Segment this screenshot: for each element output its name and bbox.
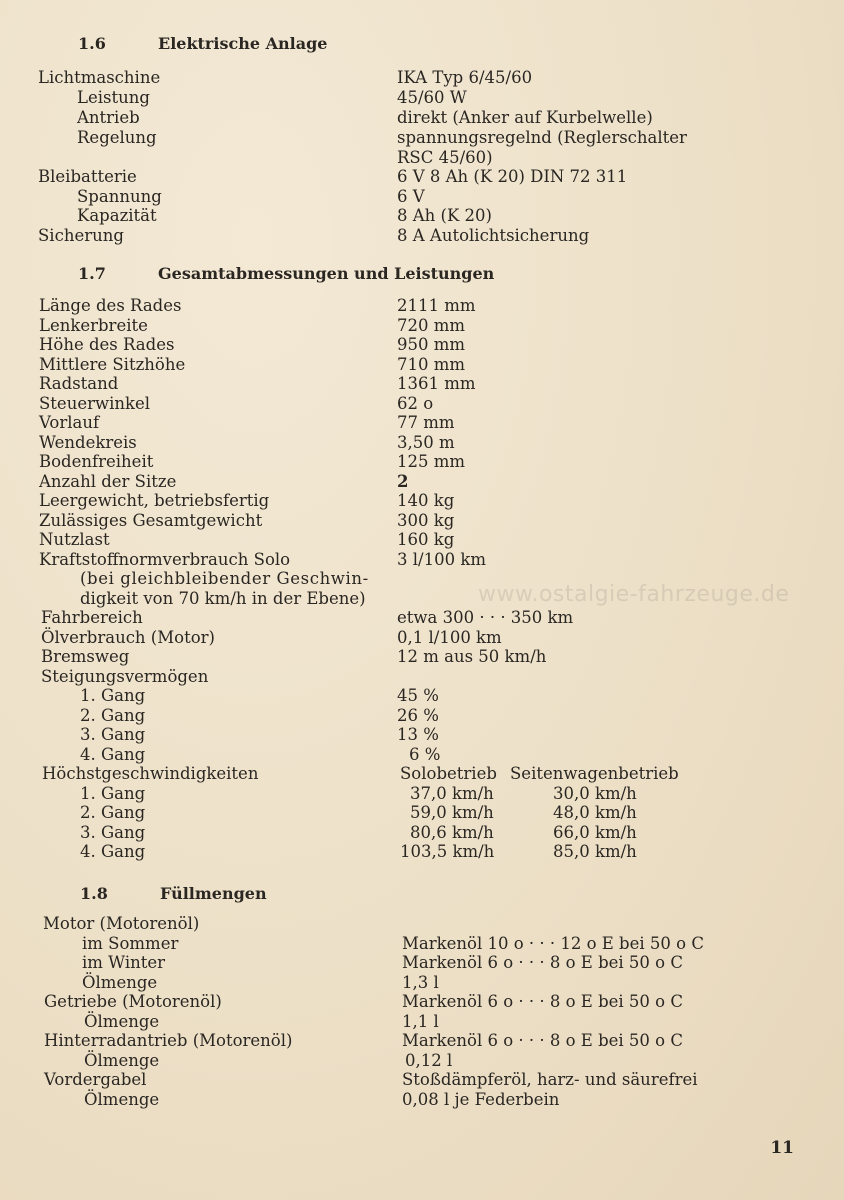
spec-row [0, 1070, 844, 1090]
solo-speed: 103,5 km/h [400, 842, 495, 861]
spec-value: 950 mm [397, 335, 466, 354]
spec-row [0, 226, 844, 246]
section-number: 1.7 [78, 264, 106, 283]
speed-row [0, 784, 844, 804]
spec-row [0, 335, 844, 355]
spec-row [0, 992, 844, 1012]
spec-label: Vordergabel [44, 1070, 147, 1089]
spec-value: 160 kg [397, 530, 455, 549]
spec-label: Höhe des Rades [39, 335, 175, 354]
spec-row [0, 68, 844, 88]
spec-label: Zulässiges Gesamtgewicht [39, 511, 263, 530]
spec-label: Ölverbrauch (Motor) [41, 628, 215, 647]
spec-value: etwa 300 · · · 350 km [397, 608, 574, 627]
spec-row [0, 1051, 844, 1071]
spec-row [0, 706, 844, 726]
spec-label: Regelung [77, 128, 157, 147]
spec-label: Mittlere Sitzhöhe [39, 355, 186, 374]
spec-row [0, 452, 844, 472]
spec-label: Bodenfreiheit [39, 452, 154, 471]
spec-value: 26 % [397, 706, 439, 725]
spec-value: 0,08 l je Federbein [402, 1090, 560, 1109]
spec-label: Lichtmaschine [38, 68, 161, 87]
spec-row [0, 667, 844, 687]
spec-row [0, 1090, 844, 1110]
column-header-solo: Solobetrieb [400, 764, 497, 783]
spec-row [0, 394, 844, 414]
spec-value: 0,12 l [405, 1051, 453, 1070]
spec-row [0, 316, 844, 336]
spec-value: 300 kg [397, 511, 455, 530]
spec-label: Bremsweg [41, 647, 130, 666]
spec-label: Steigungsvermögen [41, 667, 209, 686]
speed-row [0, 823, 844, 843]
spec-label: Sicherung [38, 226, 124, 245]
spec-label: Radstand [39, 374, 119, 393]
sidecar-speed: 48,0 km/h [553, 803, 637, 822]
spec-label: 2. Gang [80, 803, 146, 822]
spec-label: (bei gleichbleibender Geschwin- [80, 569, 369, 588]
section-title: Gesamtabmessungen und Leistungen [158, 264, 495, 283]
spec-value: 125 mm [397, 452, 466, 471]
spec-row [0, 725, 844, 745]
spec-value: direkt (Anker auf Kurbelwelle) [397, 108, 653, 127]
spec-value: Stoßdämpferöl, harz- und säurefrei [402, 1070, 698, 1089]
page-number: 11 [770, 1138, 794, 1158]
spec-value: 45/60 W [397, 88, 467, 107]
spec-value: 1,1 l [402, 1012, 439, 1031]
spec-label: Spannung [77, 187, 162, 206]
spec-value: 13 % [397, 725, 439, 744]
sidecar-speed: 66,0 km/h [553, 823, 637, 842]
spec-value: 2111 mm [397, 296, 476, 315]
spec-label: 4. Gang [80, 745, 146, 764]
watermark: www.ostalgie-fahrzeuge.de [478, 582, 790, 607]
spec-row [0, 148, 844, 168]
spec-row [0, 128, 844, 148]
sidecar-speed: 85,0 km/h [553, 842, 637, 861]
spec-value: 8 Ah (K 20) [397, 206, 492, 225]
spec-label: 3. Gang [80, 725, 146, 744]
spec-row [0, 1012, 844, 1032]
spec-label: 1. Gang [80, 784, 146, 803]
spec-row [0, 296, 844, 316]
spec-label: Leistung [77, 88, 150, 107]
spec-label: Fahrbereich [41, 608, 143, 627]
section-title: Füllmengen [160, 884, 267, 903]
spec-row [0, 973, 844, 993]
spec-row [0, 167, 844, 187]
section-number: 1.8 [80, 884, 108, 903]
spec-label: Bleibatterie [38, 167, 137, 186]
spec-value: 1361 mm [397, 374, 476, 393]
spec-row [0, 628, 844, 648]
spec-value: 77 mm [397, 413, 455, 432]
spec-value: 3,50 m [397, 433, 455, 452]
spec-value: Markenöl 6 o · · · 8 o E bei 50 o C [402, 953, 683, 972]
spec-value: 8 A Autolichtsicherung [397, 226, 590, 245]
spec-label: Ölmenge [84, 1012, 160, 1031]
section-title: Elektrische Anlage [158, 34, 328, 53]
spec-value: 45 % [397, 686, 439, 705]
spec-row [0, 953, 844, 973]
spec-label: 1. Gang [80, 686, 146, 705]
speed-row [0, 842, 844, 862]
spec-label: Vorlauf [39, 413, 100, 432]
spec-value: Markenöl 10 o · · · 12 o E bei 50 o C [402, 934, 704, 953]
spec-row [0, 1031, 844, 1051]
spec-row [0, 608, 844, 628]
spec-row [0, 355, 844, 375]
spec-label: Steuerwinkel [39, 394, 151, 413]
spec-label: Motor (Motorenöl) [43, 914, 200, 933]
speed-row [0, 803, 844, 823]
spec-value: 6 V 8 Ah (K 20) DIN 72 311 [397, 167, 628, 186]
section-number: 1.6 [78, 34, 106, 53]
spec-label: Kapazität [77, 206, 157, 225]
spec-label: im Sommer [82, 934, 179, 953]
spec-value: IKA Typ 6/45/60 [397, 68, 533, 87]
spec-label: Leergewicht, betriebsfertig [39, 491, 270, 510]
spec-value: 6 % [409, 745, 441, 764]
spec-row [0, 413, 844, 433]
spec-label: Kraftstoffnormverbrauch Solo [39, 550, 291, 569]
spec-value: Markenöl 6 o · · · 8 o E bei 50 o C [402, 992, 683, 1011]
spec-row [0, 511, 844, 531]
spec-value: spannungsregelnd (Reglerschalter [397, 128, 687, 147]
spec-label: 2. Gang [80, 706, 146, 725]
spec-value: 2 [397, 472, 409, 491]
spec-row [0, 686, 844, 706]
spec-row [0, 745, 844, 765]
spec-row [0, 433, 844, 453]
spec-label: Lenkerbreite [39, 316, 148, 335]
spec-label: digkeit von 70 km/h in der Ebene) [80, 589, 366, 608]
spec-label: Antrieb [77, 108, 140, 127]
solo-speed: 59,0 km/h [410, 803, 494, 822]
spec-value: 0,1 l/100 km [397, 628, 502, 647]
spec-label: 4. Gang [80, 842, 146, 861]
spec-row [0, 530, 844, 550]
spec-row [0, 88, 844, 108]
spec-row [0, 108, 844, 128]
spec-label: Getriebe (Motorenöl) [44, 992, 222, 1011]
spec-row [0, 187, 844, 207]
spec-label: Länge des Rades [39, 296, 182, 315]
spec-row [0, 914, 844, 934]
spec-label: Ölmenge [84, 1051, 160, 1070]
column-header-sidecar: Seitenwagenbetrieb [510, 764, 679, 783]
spec-label: Ölmenge [84, 1090, 160, 1109]
spec-value: 140 kg [397, 491, 455, 510]
spec-row [0, 374, 844, 394]
spec-label: im Winter [82, 953, 166, 972]
spec-value: 3 l/100 km [397, 550, 486, 569]
spec-value: 710 mm [397, 355, 466, 374]
spec-value: 6 V [397, 187, 425, 206]
spec-label: Höchstgeschwindigkeiten [42, 764, 259, 783]
sidecar-speed: 30,0 km/h [553, 784, 637, 803]
spec-label: Ölmenge [82, 973, 158, 992]
spec-row [0, 550, 844, 570]
solo-speed: 80,6 km/h [410, 823, 494, 842]
solo-speed: 37,0 km/h [410, 784, 494, 803]
spec-label: 3. Gang [80, 823, 146, 842]
spec-value: 1,3 l [402, 973, 439, 992]
spec-row [0, 206, 844, 226]
spec-row [0, 647, 844, 667]
spec-value: 720 mm [397, 316, 466, 335]
spec-row [0, 472, 844, 492]
spec-label: Anzahl der Sitze [39, 472, 177, 491]
speed-header-row [0, 764, 844, 784]
spec-value: RSC 45/60) [397, 148, 493, 167]
spec-label: Nutzlast [39, 530, 110, 549]
spec-value: Markenöl 6 o · · · 8 o E bei 50 o C [402, 1031, 683, 1050]
spec-value: 62 o [397, 394, 434, 413]
spec-value: 12 m aus 50 km/h [397, 647, 547, 666]
spec-label: Wendekreis [39, 433, 137, 452]
spec-row [0, 491, 844, 511]
spec-label: Hinterradantrieb (Motorenöl) [44, 1031, 293, 1050]
spec-row [0, 934, 844, 954]
